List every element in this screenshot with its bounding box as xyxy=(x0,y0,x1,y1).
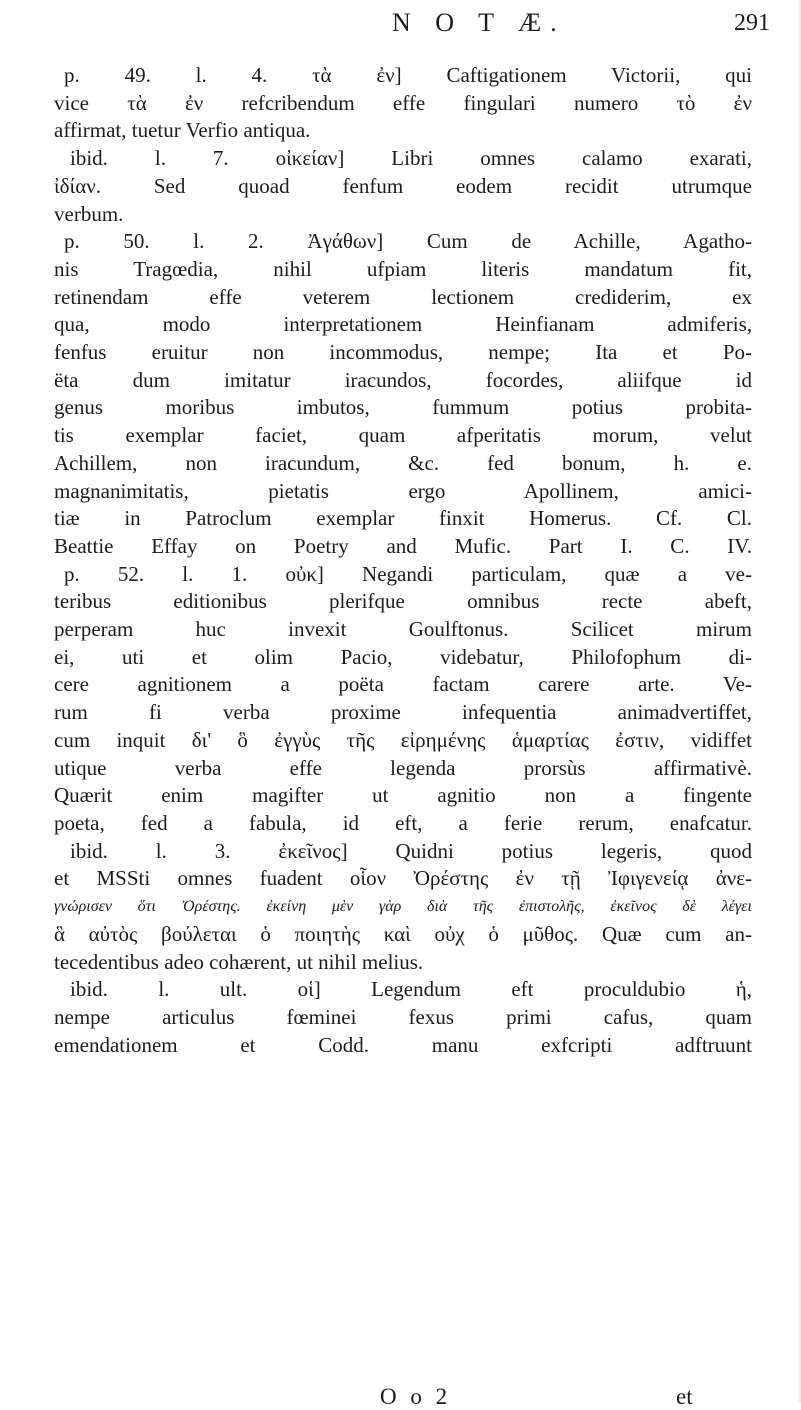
text-line: cum inquit δι' ὃ ἐγγὺς τῆς εἰρημένης ἁμαρτίας ἐστιν, vidiffet xyxy=(54,727,752,752)
text-line: cere agnitionem a poëta factam carere arte. Ve- xyxy=(54,672,752,697)
text-line: p. 52. l. 1. οὐκ] Negandi particulam, quæ a ve- xyxy=(64,561,752,586)
text-line: affirmat, tuetur Verfio antiqua. xyxy=(54,118,311,143)
text-line: perperam huc invexit Goulftonus. Scilicet mirum xyxy=(54,617,752,642)
text-line: ἰδίαν. Sed quoad fenfum eodem recidit utrumque xyxy=(54,173,752,198)
text-line: p. 49. l. 4. τὰ ἐν] Caftigationem Victorii, qui xyxy=(64,63,752,87)
text-line: utique verba effe legenda prorsùs affirmativè. xyxy=(54,755,752,780)
text-line: ei, uti et olim Pacio, videbatur, Philofophum di- xyxy=(54,644,752,669)
text-line: emendationem et Codd. manu exfcripti adftruunt xyxy=(54,1032,752,1057)
text-line: nis Tragœdia, nihil ufpiam literis mandatum fit, xyxy=(54,256,752,281)
text-line: ibid. l. ult. οἱ] Legendum eft proculdubio ἡ, xyxy=(70,977,752,1002)
text-line: Beattie Effay on Poetry and Mufic. Part I. C. IV. xyxy=(54,533,752,558)
text-line: ibid. l. 7. οἰκείαν] Libri omnes calamo exarati, xyxy=(70,146,752,171)
text-line: magnanimitatis, pietatis ergo Apollinem, amici- xyxy=(54,478,752,503)
text-line: Achillem, non iracundum, &c. fed bonum, h. e. xyxy=(54,450,752,475)
signature-mark: O o 2 xyxy=(380,1384,452,1409)
running-head: N O T Æ. xyxy=(392,8,566,37)
text-line: verbum. xyxy=(54,201,124,226)
greek-text-line: γνώρισεν ὅτι Ὀρέστης. ἐκείνη μὲν γὰρ διὰ τῆς ἐπιστολῆς, ἐκεῖνος δὲ λέγει xyxy=(54,898,752,916)
text-line: et MSSti omnes fuadent οἷον Ὀρέστης ἐν τῇ Ἰφιγενείᾳ ἀνε- xyxy=(54,866,752,891)
text-line: qua, modo interpretationem Heinfianam admiferis, xyxy=(54,312,752,337)
text-line: tis exemplar faciet, quam afperitatis morum, velut xyxy=(54,423,752,448)
text-line: nempe articulus fœminei fexus primi cafus, quam xyxy=(54,1004,752,1029)
notes-body xyxy=(54,62,752,1059)
text-line: tecedentibus adeo cohærent, ut nihil melius. xyxy=(54,949,424,974)
text-line: teribus editionibus plerifque omnibus recte abeft, xyxy=(54,589,752,614)
text-line: vice τὰ ἐν refcribendum effe fingulari numero τὸ ἐν xyxy=(54,90,752,115)
text-line: ibid. l. 3. ἐκεῖνος] Quidni potius legeris, quod xyxy=(70,838,752,863)
text-line: Quærit enim magifter ut agnitio non a fingente xyxy=(54,783,752,808)
text-line: fenfus eruitur non incommodus, nempe; Ita et Po- xyxy=(54,340,752,365)
text-line: ëta dum imitatur iracundos, focordes, aliifque id xyxy=(54,367,752,392)
catchword: et xyxy=(676,1384,693,1409)
page-number: 291 xyxy=(734,10,770,36)
text-line: rum fi verba proxime infequentia animadvertiffet, xyxy=(54,700,752,725)
text-line: retinendam effe veterem lectionem crediderim, ex xyxy=(54,284,752,309)
text-line: poeta, fed a fabula, id eft, a ferie rerum, enafcatur. xyxy=(54,810,752,835)
text-line: tiæ in Patroclum exemplar finxit Homerus. Cf. Cl. xyxy=(54,506,752,531)
page-edge xyxy=(797,0,801,1402)
text-line: genus moribus imbutos, fummum potius probita- xyxy=(54,395,752,420)
text-line: ἃ αὐτὸς βούλεται ὁ ποιητὴς καὶ οὐχ ὁ μῦθος. Quæ cum an- xyxy=(54,921,752,946)
text-line: p. 50. l. 2. Ἀγάθων] Cum de Achille, Agatho- xyxy=(64,229,752,254)
